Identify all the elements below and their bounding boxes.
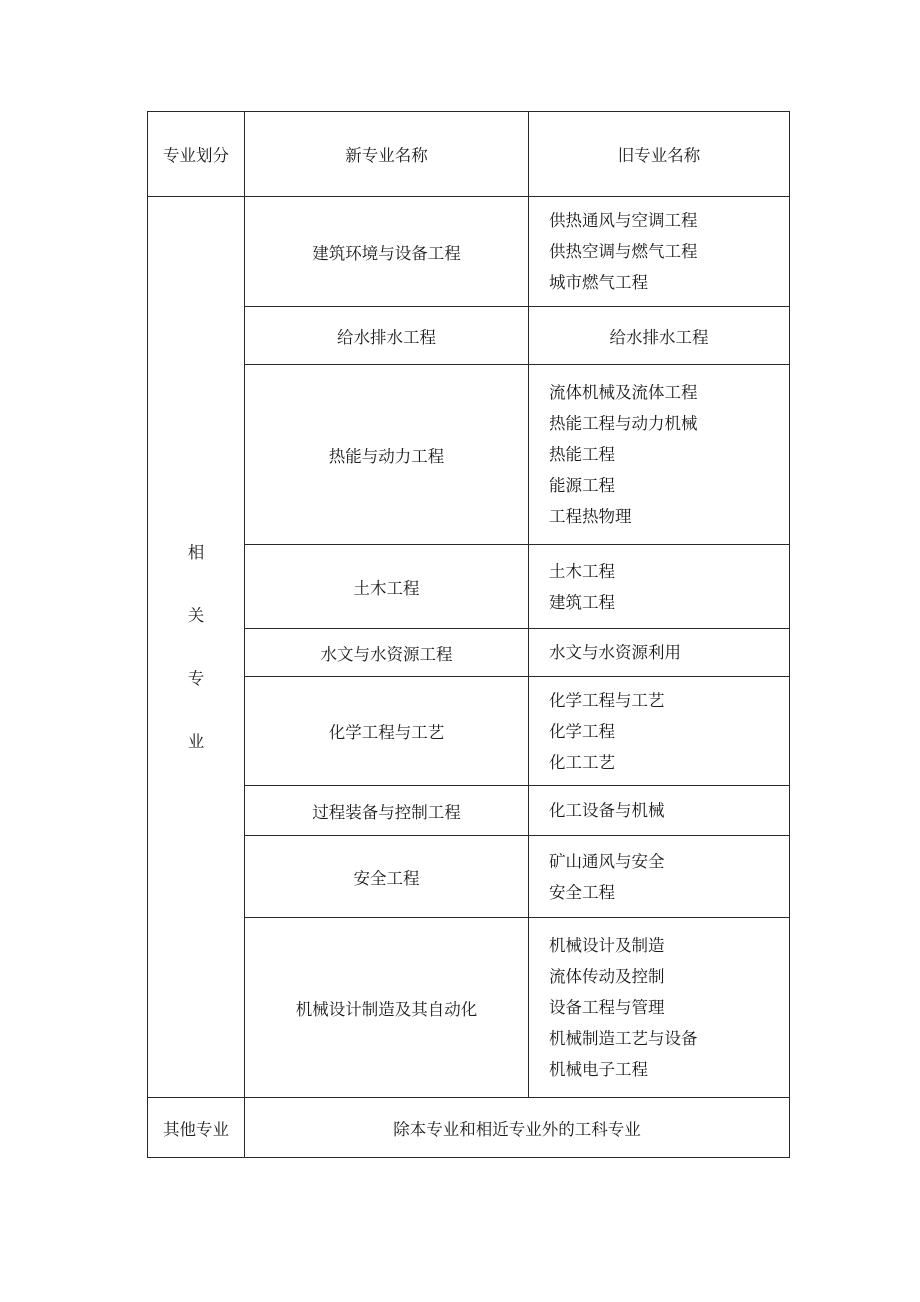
new-major-cell: 机械设计制造及其自动化 bbox=[245, 918, 529, 1098]
group-label-char: 专 bbox=[187, 669, 205, 688]
header-row bbox=[148, 112, 790, 197]
old-major-item: 土木工程 bbox=[549, 561, 615, 581]
table-row bbox=[148, 545, 790, 629]
table-row bbox=[148, 307, 790, 365]
old-major-item: 机械电子工程 bbox=[549, 1060, 648, 1079]
old-major-cell bbox=[529, 677, 790, 786]
old-major-cell bbox=[529, 786, 790, 836]
old-major-item: 化工工艺 bbox=[549, 752, 615, 772]
old-major-item: 热能工程 bbox=[549, 445, 615, 464]
table-row bbox=[148, 918, 790, 1098]
table-row bbox=[148, 677, 790, 786]
old-major-item: 矿山通风与安全 bbox=[549, 851, 665, 871]
old-major-item: 设备工程与管理 bbox=[549, 998, 665, 1017]
header-new-major: 新专业名称 bbox=[245, 112, 529, 197]
new-major-cell: 化学工程与工艺 bbox=[245, 677, 529, 786]
old-major-item: 化工设备与机械 bbox=[549, 801, 665, 820]
group-label-char: 相 bbox=[187, 543, 205, 562]
new-major-cell: 热能与动力工程 bbox=[245, 365, 529, 545]
old-major-cell bbox=[529, 629, 790, 677]
table-row bbox=[148, 629, 790, 677]
major-classification-table bbox=[147, 111, 790, 1158]
old-major-item: 安全工程 bbox=[549, 882, 615, 902]
group-related-majors bbox=[148, 197, 245, 1098]
old-major-item: 机械制造工艺与设备 bbox=[549, 1029, 698, 1048]
other-majors-value: 除本专业和相近专业外的工科专业 bbox=[245, 1098, 790, 1158]
old-major-item: 工程热物理 bbox=[549, 507, 632, 526]
old-major-item: 城市燃气工程 bbox=[549, 273, 648, 292]
old-major-item: 水文与水资源利用 bbox=[549, 643, 681, 662]
old-major-cell bbox=[529, 197, 790, 307]
old-major-cell bbox=[529, 545, 790, 629]
old-major-item: 供热空调与燃气工程 bbox=[549, 242, 698, 261]
new-major-cell: 给水排水工程 bbox=[245, 307, 529, 365]
new-major-cell: 水文与水资源工程 bbox=[245, 629, 529, 677]
new-major-cell: 安全工程 bbox=[245, 836, 529, 918]
old-major-item: 机械设计及制造 bbox=[549, 936, 665, 955]
group-label-char: 关 bbox=[187, 606, 205, 625]
old-major-cell bbox=[529, 307, 790, 365]
old-major-item: 化学工程 bbox=[549, 721, 615, 741]
old-major-item: 热能工程与动力机械 bbox=[549, 414, 698, 433]
old-major-cell bbox=[529, 365, 790, 545]
table-row bbox=[148, 365, 790, 545]
new-major-cell: 过程装备与控制工程 bbox=[245, 786, 529, 836]
old-major-item: 建筑工程 bbox=[549, 592, 615, 612]
header-old-major: 旧专业名称 bbox=[529, 112, 790, 197]
new-major-cell: 建筑环境与设备工程 bbox=[245, 197, 529, 307]
other-majors-label: 其他专业 bbox=[148, 1098, 245, 1158]
old-major-item: 流体机械及流体工程 bbox=[549, 383, 698, 402]
new-major-cell: 土木工程 bbox=[245, 545, 529, 629]
group-label-char: 业 bbox=[187, 732, 205, 751]
old-major-item: 化学工程与工艺 bbox=[549, 690, 665, 710]
table-row bbox=[148, 197, 790, 307]
old-major-item: 能源工程 bbox=[549, 476, 615, 495]
old-major-item: 给水排水工程 bbox=[609, 327, 709, 347]
old-major-item: 供热通风与空调工程 bbox=[549, 211, 698, 230]
table-row bbox=[148, 836, 790, 918]
table-row bbox=[148, 786, 790, 836]
header-classification: 专业划分 bbox=[148, 112, 245, 197]
old-major-cell bbox=[529, 836, 790, 918]
other-majors-row bbox=[148, 1098, 790, 1158]
old-major-cell bbox=[529, 918, 790, 1098]
old-major-item: 流体传动及控制 bbox=[549, 967, 665, 986]
